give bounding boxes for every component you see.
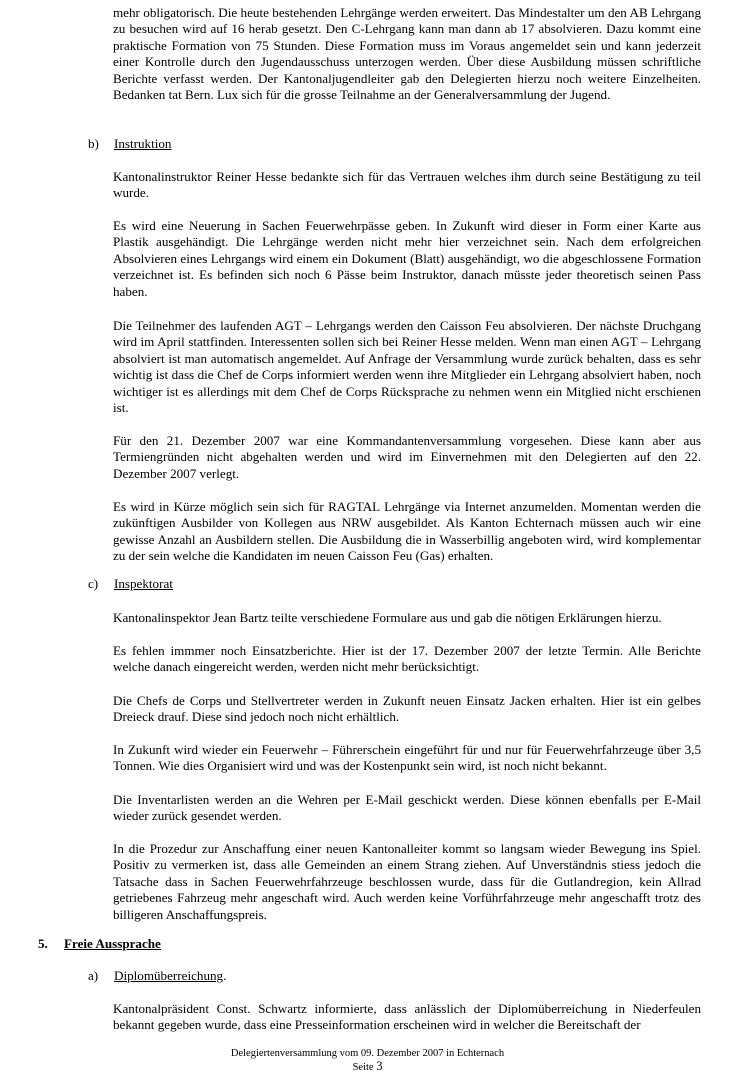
paragraph-formulare <box>113 610 701 626</box>
paragraph-text: Es wird in Kürze möglich sein sich für RAGTAL Lehrgänge via Internet anzumelden. Momentan werden die zukünftigen Ausbilder von Kollegen aus NRW ausgebildet. Als Kanton Echternach müssen auch wir eine gewisse Anzahl an Ausbildern stellen. Die Ausbildung die in Wasserbillig angeboten wird, wird komplementar zu der sein welche die Kandidaten im neuen Caisson Feu (Gas) erhalten. <box>113 499 701 564</box>
paragraph-text: mehr obligatorisch. Die heute bestehenden Lehrgänge werden erweitert. Das Mindestalter um den AB Lehrgang zu besuchen wird auf 16 herab gesetzt. Den C-Lehrgang kann man dann ab 17 absolvieren. Dazu kommt eine praktische Formation von 75 Stunden. Diese Formation muss im Voraus angemeldet sein und kann jederzeit einer Kontrolle durch den Jugendausschuss unterzogen werden. Über diese Ausbildung müssen schriftliche Berichte verfasst werden. Der Kantonaljugendleiter gab den Delegierten hierzu noch weitere Einzelheiten. Bedanken tat Bern. Lux sich für die grosse Teilnahme an der Generalversammlung der Jugend. <box>113 5 701 103</box>
section-5a-title-wrap <box>114 968 226 984</box>
section-b-title: Instruktion <box>114 136 172 151</box>
paragraph-text: Für den 21. Dezember 2007 war eine Kommandantenversammlung vorgesehen. Diese kann aber aus Termiengründen nicht abgehalten werden und wird im Einvernehmen mit den Delegierten auf den 22. Dezember 2007 verlegt. <box>113 433 701 481</box>
page-footer <box>0 1047 735 1074</box>
footer-line: Delegiertenversammlung vom 09. Dezember 2007 in Echternach <box>230 1048 505 1059</box>
paragraph-diplom <box>113 1001 701 1034</box>
footer-page-label: Seite <box>352 1062 374 1073</box>
paragraph-text: Die Teilnehmer des laufenden AGT – Lehrgangs werden den Caisson Feu absolvieren. Der nächste Druchgang wird im April stattfinden. Interessenten sollen sich bei Reiner Hesse melden. Wenn man einen AGT – Lehrgang absolviert ist man automatisch angemeldet. Auf Anfrage der Versammlung wurde zurück behalten, dass es sehr wichtig ist dass die Chef de Corps informiert werden wenn ihre Mitglieder ein Lehrgang absolviert haben, noch wichtiger ist es allerdings mit dem Chef de Corps Rücksprache zu nehmen wenn ein Mitglied nicht erschienen ist. <box>113 318 701 416</box>
paragraph-einsatz-jacken <box>113 693 701 726</box>
paragraph-text: Die Chefs de Corps und Stellvertreter werden in Zukunft neuen Einsatz Jacken erhalten. Hier ist ein gelbes Dreieck drauf. Diese sind jedoch noch nicht erhältlich. <box>113 693 701 725</box>
section-5-title: Freie Aussprache <box>64 936 161 951</box>
paragraph-agt-lehrgang <box>113 318 701 416</box>
paragraph-instruktor-thanks <box>113 169 701 202</box>
section-5a-title: Diplomüberreichung <box>114 968 224 983</box>
paragraph-text: Kantonalinspektor Jean Bartz teilte verschiedene Formulare aus und gab die nötigen Erklärungen hierzu. <box>113 610 662 625</box>
paragraph-inventarlisten <box>113 792 701 825</box>
paragraph-text: Es wird eine Neuerung in Sachen Feuerwehrpässe geben. In Zukunft wird dieser in Form einer Karte aus Plastik ausgehändigt. Die Lehrgänge werden nicht mehr hier verzeichnet sein. Nach dem erfolgreichen Absolvieren eines Lehrgangs wird einem ein Dokument (Blatt) ausgehändigt, wo die abgeschlossene Formation verzeichnet ist. Es befinden sich noch 6 Pässe beim Instruktor, danach müsste jeder theoretisch seinen Pass haben. <box>113 218 701 299</box>
section-c-letter: c) <box>88 576 99 591</box>
section-5a-letter: a) <box>88 968 99 983</box>
footer-page-number: 3 <box>376 1059 383 1073</box>
footer-page <box>0 1060 735 1074</box>
paragraph-text: Kantonalinstruktor Reiner Hesse bedankte sich für das Vertrauen welches ihm durch seine Bestätigung zu teil wurde. <box>113 169 701 201</box>
paragraph-kantonalleiter <box>113 841 701 923</box>
section-5-number: 5. <box>38 936 48 951</box>
paragraph-feuerwehrpass <box>113 218 701 300</box>
paragraph-jugend-continued <box>113 5 701 103</box>
paragraph-text: Kantonalpräsident Const. Schwartz informierte, dass anlässlich der Diplomüberreichung in Niederfeulen bekannt gegeben wurde, dass eine Presseinformation erscheinen wird in welcher die Bereitschaft der <box>113 1001 701 1033</box>
section-5a-title-period: . <box>223 968 227 983</box>
section-b-letter: b) <box>88 136 99 151</box>
paragraph-ragtal <box>113 499 701 565</box>
paragraph-text: In Zukunft wird wieder ein Feuerwehr – Führerschein eingeführt für und nur für Feuerwehrfahrzeuge über 3,5 Tonnen. Wie dies Organisiert wird und was der Kostenpunkt sein wird, ist noch nicht bekannt. <box>113 742 701 774</box>
paragraph-fuehrerschein <box>113 742 701 775</box>
paragraph-text: Es fehlen immmer noch Einsatzberichte. Hier ist der 17. Dezember 2007 der letzte Termin. Alle Berichte welche danach eingereicht werden, werden nicht mehr berücksichtigt. <box>113 643 701 675</box>
paragraph-text: In die Prozedur zur Anschaffung einer neuen Kantonalleiter kommt so langsam wieder Bewegung ins Spiel. Positiv zu vermerken ist, dass alle Gemeinden an einem Strang ziehen. Auf Unverständnis stiess jedoch die Tatsache dass in Sachen Feuerwehrfahrzeuge beschlossen wurde, dass für die Gutlandregion, kein Allrad getriebenes Fahrzeug mehr angeschaft wird. Auch werden keine Vorführfahrzeuge mehr angeschafft trotz des billigeren Anschaffungspreis. <box>113 841 701 922</box>
paragraph-einsatzberichte <box>113 643 701 676</box>
paragraph-kommandantenversammlung <box>113 433 701 482</box>
section-c-title: Inspektorat <box>114 576 173 591</box>
paragraph-text: Die Inventarlisten werden an die Wehren per E-Mail geschickt werden. Diese können ebenfalls per E-Mail wieder zurück gesendet werden. <box>113 792 701 824</box>
